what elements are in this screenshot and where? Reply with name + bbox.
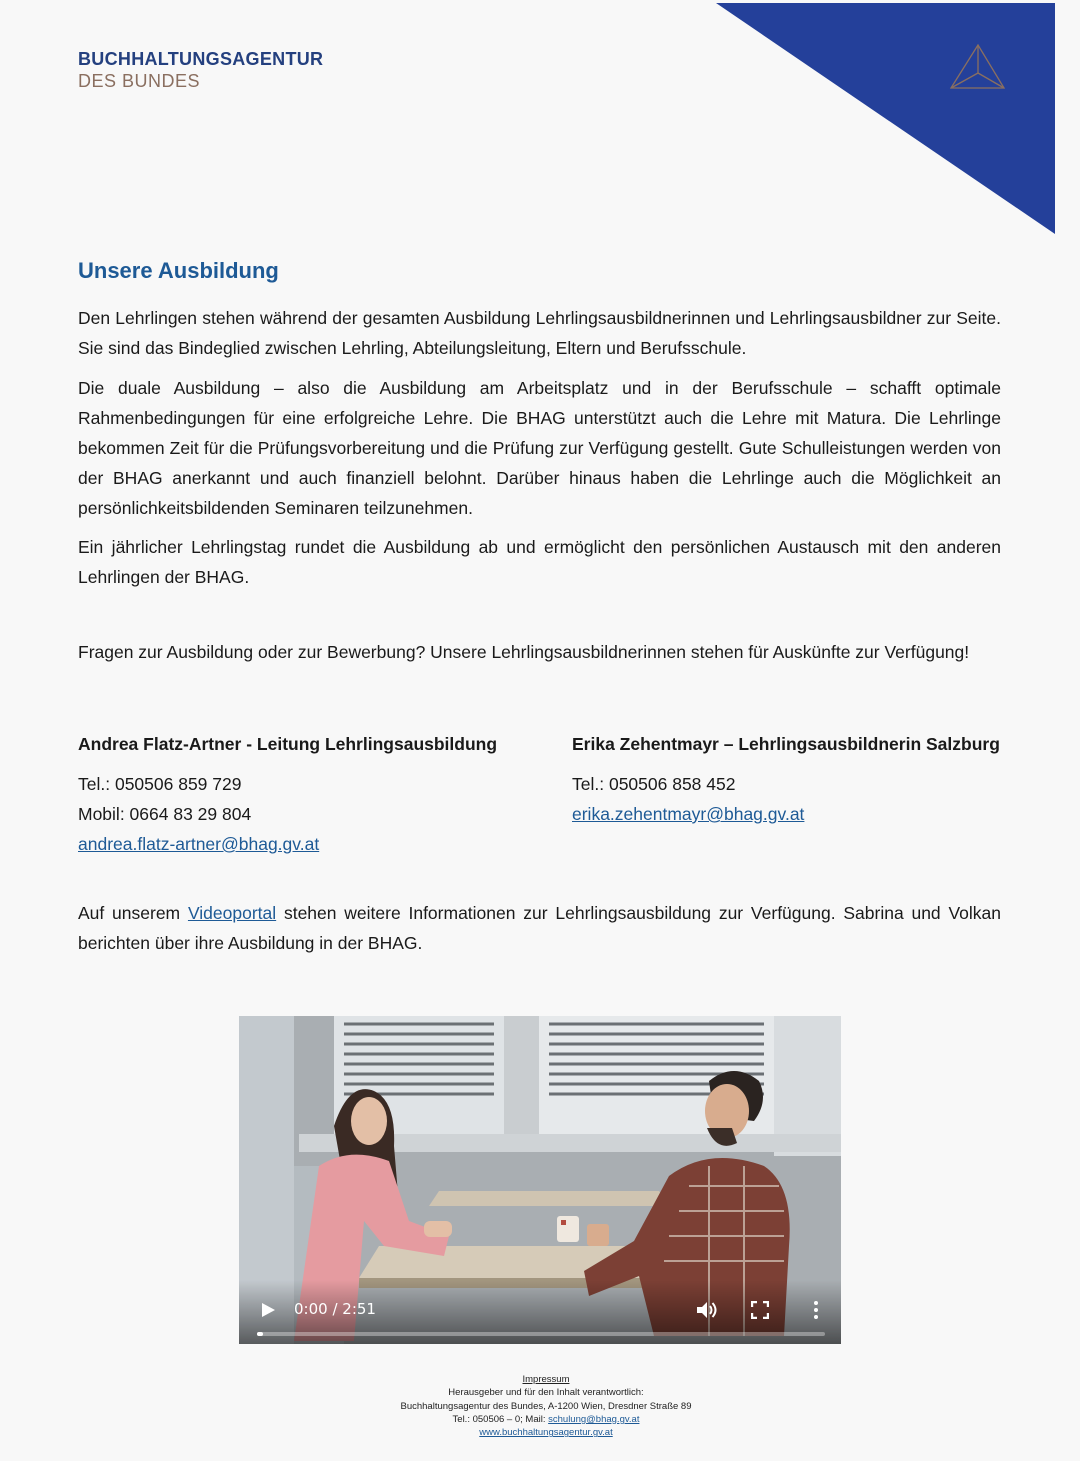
contact-email-link[interactable]: erika.zehentmayr@bhag.gv.at [572, 804, 805, 824]
paragraph-questions: Fragen zur Ausbildung oder zur Bewerbung? Unsere Lehrlingsausbildnerinnen stehen für Auskünfte zur Verfügung! [78, 642, 970, 662]
footer-mail-link[interactable]: schulung@bhag.gv.at [548, 1413, 640, 1425]
more-options-icon[interactable] [807, 1300, 825, 1320]
video-progress-fill [257, 1332, 263, 1336]
corner-triangle [716, 3, 1055, 234]
page-title: Unsere Ausbildung [78, 258, 279, 283]
paragraph-dual-training: Die duale Ausbildung – also die Ausbildung am Arbeitsplatz und in der Berufsschule – schafft optimale Rahmenbedingungen für eine erfolgreiche Lehre. Die BHAG unterstützt auch die Lehre mit Matura. Die Lehrlinge bekommen Zeit für die Prüfungsvorbereitung und die Prüfung zur Verfügung gestellt. Gute Schulleistungen werden von der BHAG anerkannt und auch finanziell belohnt. Darüber hinaus haben die Lehrlinge auch die Möglichkeit an persönlichkeitsbildenden Seminaren teilzunehmen. [78, 378, 1001, 518]
contact-name: Erika Zehentmayr – Lehrlingsausbildnerin Salzburg [572, 734, 1000, 754]
footer-website-link[interactable]: www.buchhaltungsagentur.gv.at [479, 1427, 613, 1439]
paragraph-video-portal [78, 898, 1001, 958]
footer-tel: Tel.: 050506 – 0; Mail: [452, 1413, 546, 1425]
logo-title: BUCHHALTUNGSAGENTUR [78, 49, 324, 69]
video-progress-bar[interactable] [257, 1332, 825, 1336]
footer-contact-line [340, 1413, 752, 1426]
contact-mobile: Mobil: 0664 83 29 804 [78, 804, 252, 824]
contact-email-link[interactable]: andrea.flatz-artner@bhag.gv.at [78, 834, 320, 854]
corner-banner [716, 3, 1056, 234]
logo-subtitle: DES BUNDES [78, 71, 201, 91]
contact-phone: Tel.: 050506 859 729 [78, 774, 242, 794]
paragraph-apprentice-day: Ein jährlicher Lehrlingstag rundet die Ausbildung ab und ermöglicht den persönlichen Austausch mit den anderen Lehrlingen der BHAG. [78, 537, 1001, 587]
volume-icon[interactable] [695, 1300, 717, 1320]
fullscreen-icon[interactable] [751, 1301, 769, 1319]
video-para-after: stehen weitere Informationen zur Lehrlingsausbildung zur Verfügung. Sabrina und Volkan berichten über ihre Ausbildung in der BHAG. [78, 903, 1001, 953]
contact-name: Andrea Flatz-Artner - Leitung Lehrlingsausbildung [78, 734, 498, 754]
contact-phone: Tel.: 050506 858 452 [572, 774, 736, 794]
footer [340, 1373, 752, 1439]
contact-andrea [78, 729, 497, 859]
contact-erika [572, 729, 1000, 829]
videoportal-link[interactable]: Videoportal [187, 903, 277, 923]
play-icon[interactable] [259, 1301, 277, 1319]
video-controls [239, 1280, 841, 1344]
footer-publisher: Herausgeber und für den Inhalt verantwortlich: [448, 1387, 644, 1399]
footer-address: Buchhaltungsagentur des Bundes, A-1200 Wien, Dresdner Straße 89 [400, 1400, 692, 1412]
video-time: 0:00 / 2:51 [294, 1300, 376, 1318]
video-player[interactable] [239, 1016, 841, 1344]
agency-logo [78, 48, 323, 92]
paragraph-intro: Den Lehrlingen stehen während der gesamten Ausbildung Lehrlingsausbildnerinnen und Lehrlingsausbildner zur Seite. Sie sind das Bindeglied zwischen Lehrling, Abteilungsleitung, Eltern und Berufsschule. [78, 308, 1001, 358]
video-para-before: Auf unserem [78, 903, 181, 923]
impressum-link[interactable]: Impressum [522, 1374, 570, 1385]
